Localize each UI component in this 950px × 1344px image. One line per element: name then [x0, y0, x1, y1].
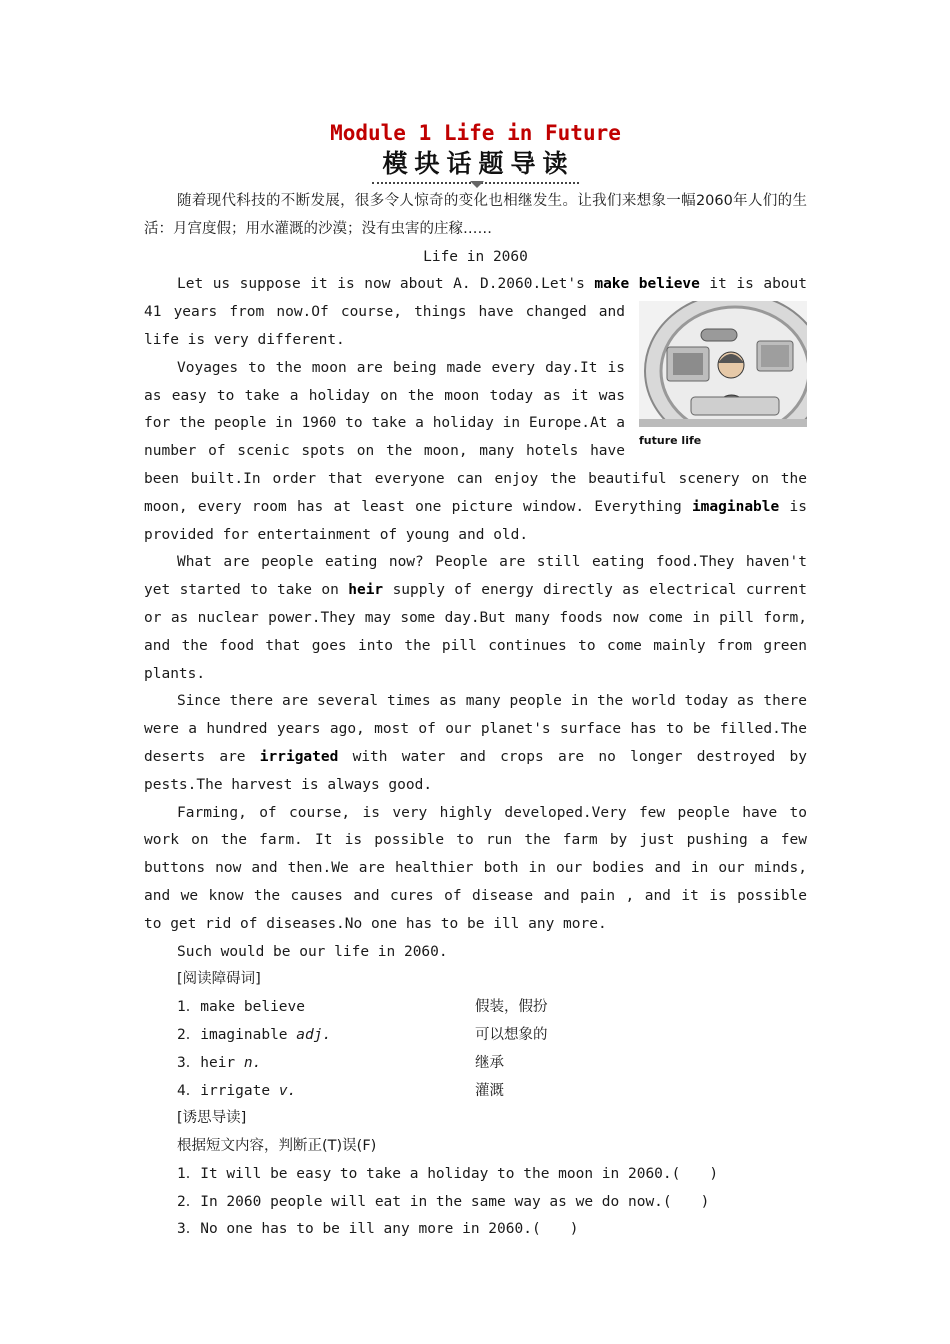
question-item: 1．It will be easy to take a holiday to the moon in 2060.( ) [177, 1165, 719, 1182]
passage-paragraph-6: Such would be our life in 2060. [177, 943, 448, 960]
vocab-item: 3．heir n. 继承 [177, 1054, 504, 1071]
guide-instruction: 根据短文内容，判断正(T)误(F) [177, 1138, 377, 1155]
figure-caption: future life [639, 434, 702, 448]
vocab-item: 2．imaginable adj. 可以想象的 [177, 1026, 548, 1043]
vocab-item: 4．irrigate v. 灌溉 [177, 1082, 504, 1099]
topic-heading [144, 148, 807, 188]
intro-paragraph: 随着现代科技的不断发展，很多令人惊奇的变化也相继发生。让我们来想象一幅2060年人们的生活：月宫度假；用水灌溉的沙漠；没有虫害的庄稼…… [144, 193, 807, 237]
future-life-figure [639, 301, 807, 455]
guide-heading: [诱思导读] [177, 1110, 247, 1127]
topic-subtitle: 模块话题导读 [372, 148, 578, 184]
passage-paragraph-5: Farming, of course, is very highly developed.Very few people have to work on the farm. It is possible to run the farm by just pushing a few buttons now and then.We are healthier both in our bodies and in our minds, and we know the causes and cures of disease and pain , and it is possible to get rid of diseases.No one has to be ill any more. [144, 804, 807, 932]
question-item: 2．In 2060 people will eat in the same way as we do now.( ) [177, 1193, 710, 1210]
document-page [144, 118, 807, 1244]
down-arrow-icon [470, 181, 484, 188]
passage-title: Life in 2060 [423, 248, 528, 265]
keyword-imaginable: imaginable [691, 498, 780, 515]
keyword-irrigated: irrigated [259, 748, 339, 765]
vocab-item: 1．make believe 假装，假扮 [177, 999, 548, 1016]
passage-paragraph-1: Let us suppose it is now about A. D.2060.Let's make believe future life it is about 41 years from now.Of course, things have changed and life is very different. [144, 271, 807, 354]
keyword-make-believe: make believe [594, 276, 700, 293]
module-title: Module 1 Life in Future [330, 121, 621, 145]
keyword-heir: heir [348, 582, 384, 599]
passage-paragraph-3: What are people eating now? People are still eating food.They haven't yet started to take on heir supply of energy directly as electrical current or as nuclear power.They may some day.But many foods now come in pill form, and the food that goes into the pill continues to come mainly from green plants. [144, 554, 807, 682]
passage-paragraph-2: Voyages to the moon are being made every day.It is as easy to take a holiday on the moon today as it was for the people in 1960 to take a holiday in Europe.At a number of scenic spots on the moon, many hotels have been built.In order that everyone can enjoy the beautiful scenery on the moon, every room has at least one picture window. Everything imaginable is provided for entertainment of young and old. [144, 359, 807, 543]
vocab-heading: [阅读障碍词] [177, 971, 261, 988]
future-life-illustration [639, 301, 807, 427]
question-item: 3．No one has to be ill any more in 2060.( ) [177, 1221, 579, 1238]
passage-paragraph-4: Since there are several times as many people in the world today as there were a hundred years ago, most of our planet's surface has to be filled.The deserts are irrigated with water and crops are no longer destroyed by pests.The harvest is always good. [144, 693, 807, 793]
